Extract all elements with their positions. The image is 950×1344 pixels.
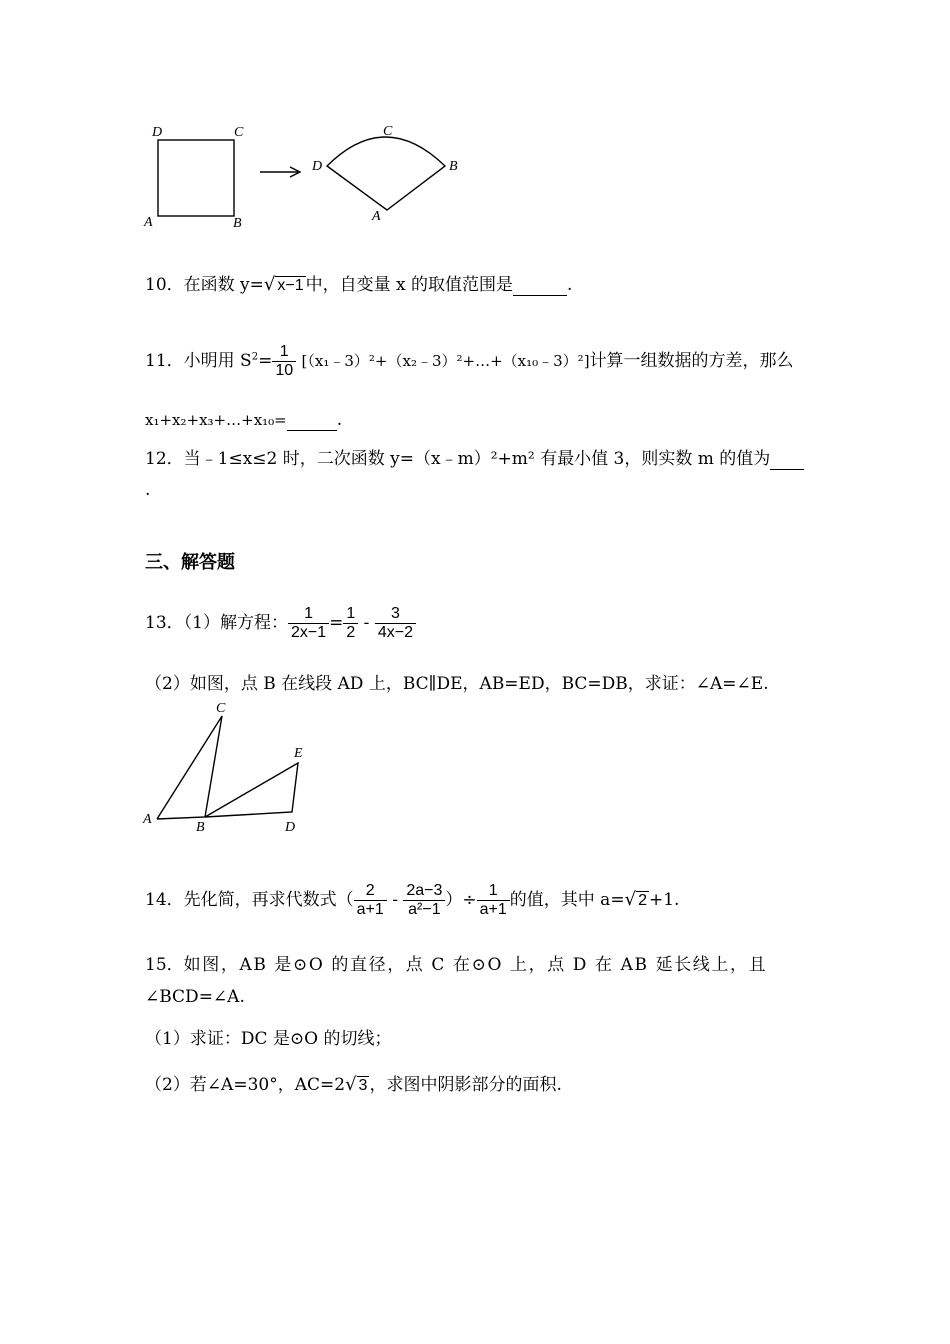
square-shape [158,140,234,216]
q12-number: 12． [145,449,184,469]
fig2-label-e: E [294,746,303,761]
q11-number: 11． [145,351,184,371]
q14-minus: - [392,890,398,910]
sector-label-c: C [383,124,393,139]
question-11 [145,343,794,380]
fig2-label-a: A [143,812,152,827]
fig2-label-c: C [216,701,226,716]
sector-label-a: A [372,209,381,224]
q10-number: 10． [145,275,184,295]
q14-fraction-3 [477,882,510,919]
q15-number: 15． [145,955,184,975]
section-title: 三、解答题 [145,552,235,573]
figure-square-to-sector [140,118,470,233]
square-label-d: D [152,125,163,140]
q15-part2 [145,1070,562,1095]
q13-minus: - [363,613,370,633]
q11-bracket: [（x₁﹣3）²+（x₂﹣3）²+…+（x₁₀﹣3）²] [301,352,590,370]
q13-f2-num: 1 [343,605,358,624]
sqrt-icon: √ [345,1074,357,1095]
q11-answer-blank [287,410,337,431]
q15-part2-a: （2）若∠A=30°，AC=2 [145,1075,346,1095]
q14-f2-num: 2a−3 [403,882,445,901]
q10-text-b: 中，自变量 x 的取值范围是 [305,275,514,295]
square-label-c: C [234,125,244,140]
q11-sup: 2 [251,351,259,363]
q14-f1-num: 2 [354,882,387,901]
q14-f2-den: a²−1 [408,901,441,918]
q13-number: 13． [145,613,184,633]
q13-f1-den: 2x−1 [290,624,327,641]
q13-part2: （2）如图，点 B 在线段 AD 上，BC∥DE，AB=ED，BC=DB，求证：∠A=∠E. [145,674,769,694]
q11-text-a: 小明用 S [183,351,252,371]
q14-text-b: 的值，其中 a= [509,890,625,910]
q14-radicand: 2 [638,892,647,909]
sqrt-icon: √ [263,274,276,295]
square-label-a: A [144,215,153,230]
q14-text-c: +1. [648,890,680,910]
q13-eq: = [329,613,344,633]
q11-frac-num: 1 [272,343,296,362]
q14-fraction-2 [403,882,445,919]
arrow-icon [260,167,300,177]
q11-frac-den: 10 [275,362,294,379]
sector-label-d: D [312,159,323,174]
triangle-bde [205,763,298,817]
question-12-end: . [145,480,151,500]
sqrt-icon: √ [624,889,637,910]
q13-f1-num: 1 [288,605,329,624]
q15-part2-b: ，求图中阴影部分的面积. [369,1075,562,1095]
q13-fraction-1 [288,605,329,642]
question-12 [145,444,804,470]
q13-fraction-2 [343,605,358,642]
question-10 [145,270,572,296]
figure-triangles [140,695,320,840]
triangle-abc [157,716,222,819]
q15-line2: ∠BCD=∠A. [145,987,245,1007]
q10-end: . [567,275,573,295]
q13-f2-den: 2 [346,624,356,641]
q15-line1: 如图，AB 是⊙O 的直径，点 C 在⊙O 上，点 D 在 AB 延长线上，且 [183,955,768,975]
fig2-label-d: D [285,820,296,835]
q13-fraction-3 [375,605,416,642]
q13-part1: （1）解方程： [183,613,288,633]
q11-fraction [272,343,296,380]
question-14 [145,882,679,919]
q14-f3-num: 1 [477,882,510,901]
q12-text: 当﹣1≤x≤2 时，二次函数 y=（x﹣m）²+m² 有最小值 3，则实数 m 的值为 [183,449,771,469]
square-label-b: B [233,216,242,231]
sector-shape [327,137,445,210]
q14-number: 14． [145,890,184,910]
q12-answer-blank [770,449,804,470]
q14-f1-den: a+1 [356,901,384,918]
q11-eq: = [258,351,273,371]
q10-radicand: x−1 [277,277,304,294]
question-13 [145,605,416,642]
question-15 [145,950,767,975]
q10-answer-blank [513,275,567,296]
q11-text-b: 计算一组数据的方差，那么 [589,351,794,371]
fig2-label-b: B [196,820,205,835]
q15-part1: （1）求证：DC 是⊙O 的切线； [145,1029,392,1049]
q11-line2: x₁+x₂+x₃+…+x₁₀= [145,411,287,429]
q13-f3-den: 4x−2 [377,624,413,641]
q14-text-mid: ）÷ [445,890,477,910]
q11-end: . [336,410,343,430]
q14-f3-den: a+1 [479,901,507,918]
q13-f3-num: 3 [375,605,416,624]
q14-text-a: 先化简，再求代数式（ [183,890,354,910]
q15-radicand: 3 [358,1077,368,1094]
q14-fraction-1 [354,882,387,919]
sector-label-b: B [449,159,458,174]
question-11-line2 [145,410,342,431]
q10-text-a: 在函数 y= [183,275,264,295]
